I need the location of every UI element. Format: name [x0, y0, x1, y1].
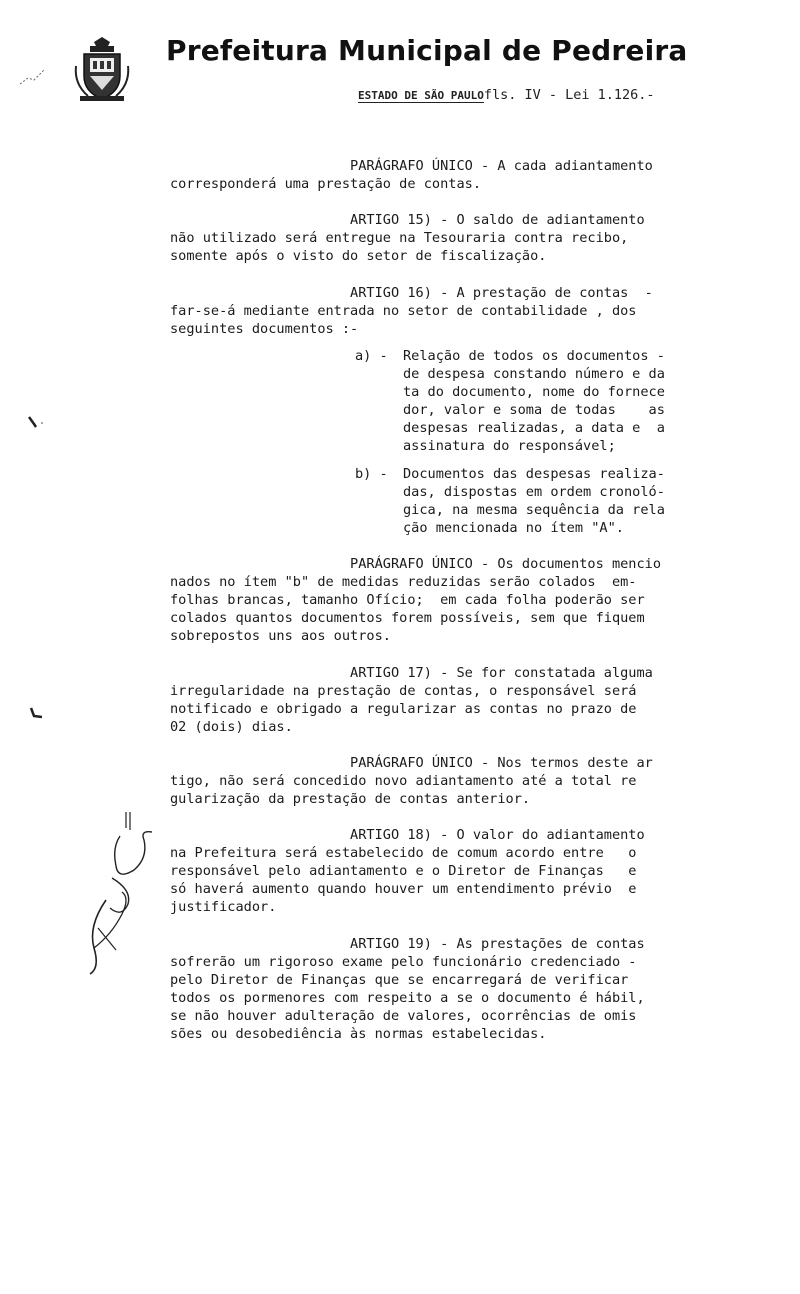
text-line: colados quantos documentos forem possíveis, sem que fiquem: [170, 610, 645, 626]
text-line: ARTIGO 16) - A prestação de contas -: [170, 285, 653, 301]
text-line: ção mencionada no ítem "A".: [403, 520, 624, 536]
state-label: ESTADO DE SÃO PAULO: [358, 89, 484, 102]
coat-of-arms-icon: [72, 36, 132, 102]
margin-scribble-mark: [18, 66, 48, 88]
text-line: sobrepostos uns aos outros.: [170, 628, 391, 644]
text-line: todos os pormenores com respeito a se o documento é hábil,: [170, 990, 645, 1006]
text-line: folhas brancas, tamanho Ofício; em cada folha poderão ser: [170, 592, 645, 608]
text-line: PARÁGRAFO ÚNICO - Nos termos deste ar: [170, 755, 653, 771]
page-title: Prefeitura Municipal de Pedreira: [166, 34, 688, 67]
text-line: ARTIGO 19) - As prestações de contas: [170, 936, 645, 952]
text-line: despesas realizadas, a data e a: [403, 420, 665, 436]
text-line: notificado e obrigado a regularizar as contas no prazo de: [170, 701, 637, 717]
paragraph-unico-2: [170, 555, 710, 645]
text-line: só haverá aumento quando houver um entendimento prévio e: [170, 881, 637, 897]
text-line: Relação de todos os documentos -: [403, 348, 665, 364]
text-line: justificador.: [170, 899, 277, 915]
header-subtitle: [358, 87, 655, 103]
text-line: ARTIGO 15) - O saldo de adiantamento: [170, 212, 645, 228]
text-line: se não houver adulteração de valores, ocorrências de omis: [170, 1008, 637, 1024]
text-line: ta do documento, nome do fornece: [403, 384, 665, 400]
text-line: irregularidade na prestação de contas, o responsável será: [170, 683, 637, 699]
handwritten-signature: [82, 808, 162, 978]
text-line: não utilizado será entregue na Tesouraria contra recibo,: [170, 230, 629, 246]
text-line: responsável pelo adiantamento e o Diretor de Finanças e: [170, 863, 637, 879]
article-18: [170, 826, 710, 916]
text-line: dor, valor e soma de todas as: [403, 402, 665, 418]
text-line: corresponderá uma prestação de contas.: [170, 176, 481, 192]
text-line: Documentos das despesas realiza-: [403, 466, 665, 482]
article-15: [170, 211, 710, 265]
text-line: pelo Diretor de Finanças que se encarregará de verificar: [170, 972, 629, 988]
text-line: das, dispostas em ordem cronoló-: [403, 484, 665, 500]
text-line: sões ou desobediência às normas estabelecidas.: [170, 1026, 547, 1042]
article-19: [170, 935, 710, 1043]
list-marker: a) -: [355, 348, 388, 364]
text-line: assinatura do responsável;: [403, 438, 616, 454]
text-line: sofrerão um rigoroso exame pelo funcionário credenciado -: [170, 954, 637, 970]
list-marker: b) -: [355, 466, 388, 482]
text-line: seguintes documentos :-: [170, 321, 359, 337]
text-line: ARTIGO 17) - Se for constatada alguma: [170, 665, 653, 681]
folio-reference: fls. IV - Lei 1.126.-: [483, 87, 655, 103]
text-line: nados no ítem "b" de medidas reduzidas serão colados em-: [170, 574, 637, 590]
text-line: somente após o visto do setor de fiscalização.: [170, 248, 547, 264]
text-line: gularização da prestação de contas anterior.: [170, 791, 531, 807]
paragraph-unico-3: [170, 754, 710, 808]
text-line: PARÁGRAFO ÚNICO - Os documentos mencio: [170, 556, 662, 572]
paragraph-unico-1: [170, 157, 710, 193]
text-line: far-se-á mediante entrada no setor de contabilidade , dos: [170, 303, 637, 319]
article-16: [170, 284, 710, 338]
text-line: na Prefeitura será estabelecido de comum acordo entre o: [170, 845, 637, 861]
text-line: PARÁGRAFO ÚNICO - A cada adiantamento: [170, 158, 653, 174]
margin-tick-mark: [28, 704, 50, 720]
article-17: [170, 664, 710, 736]
text-line: tigo, não será concedido novo adiantamento até a total re: [170, 773, 637, 789]
text-line: de despesa constando número e da: [403, 366, 665, 382]
text-line: ARTIGO 18) - O valor do adiantamento: [170, 827, 645, 843]
text-line: gica, na mesma sequência da rela: [403, 502, 665, 518]
text-line: 02 (dois) dias.: [170, 719, 293, 735]
margin-tick-mark: [26, 414, 46, 430]
